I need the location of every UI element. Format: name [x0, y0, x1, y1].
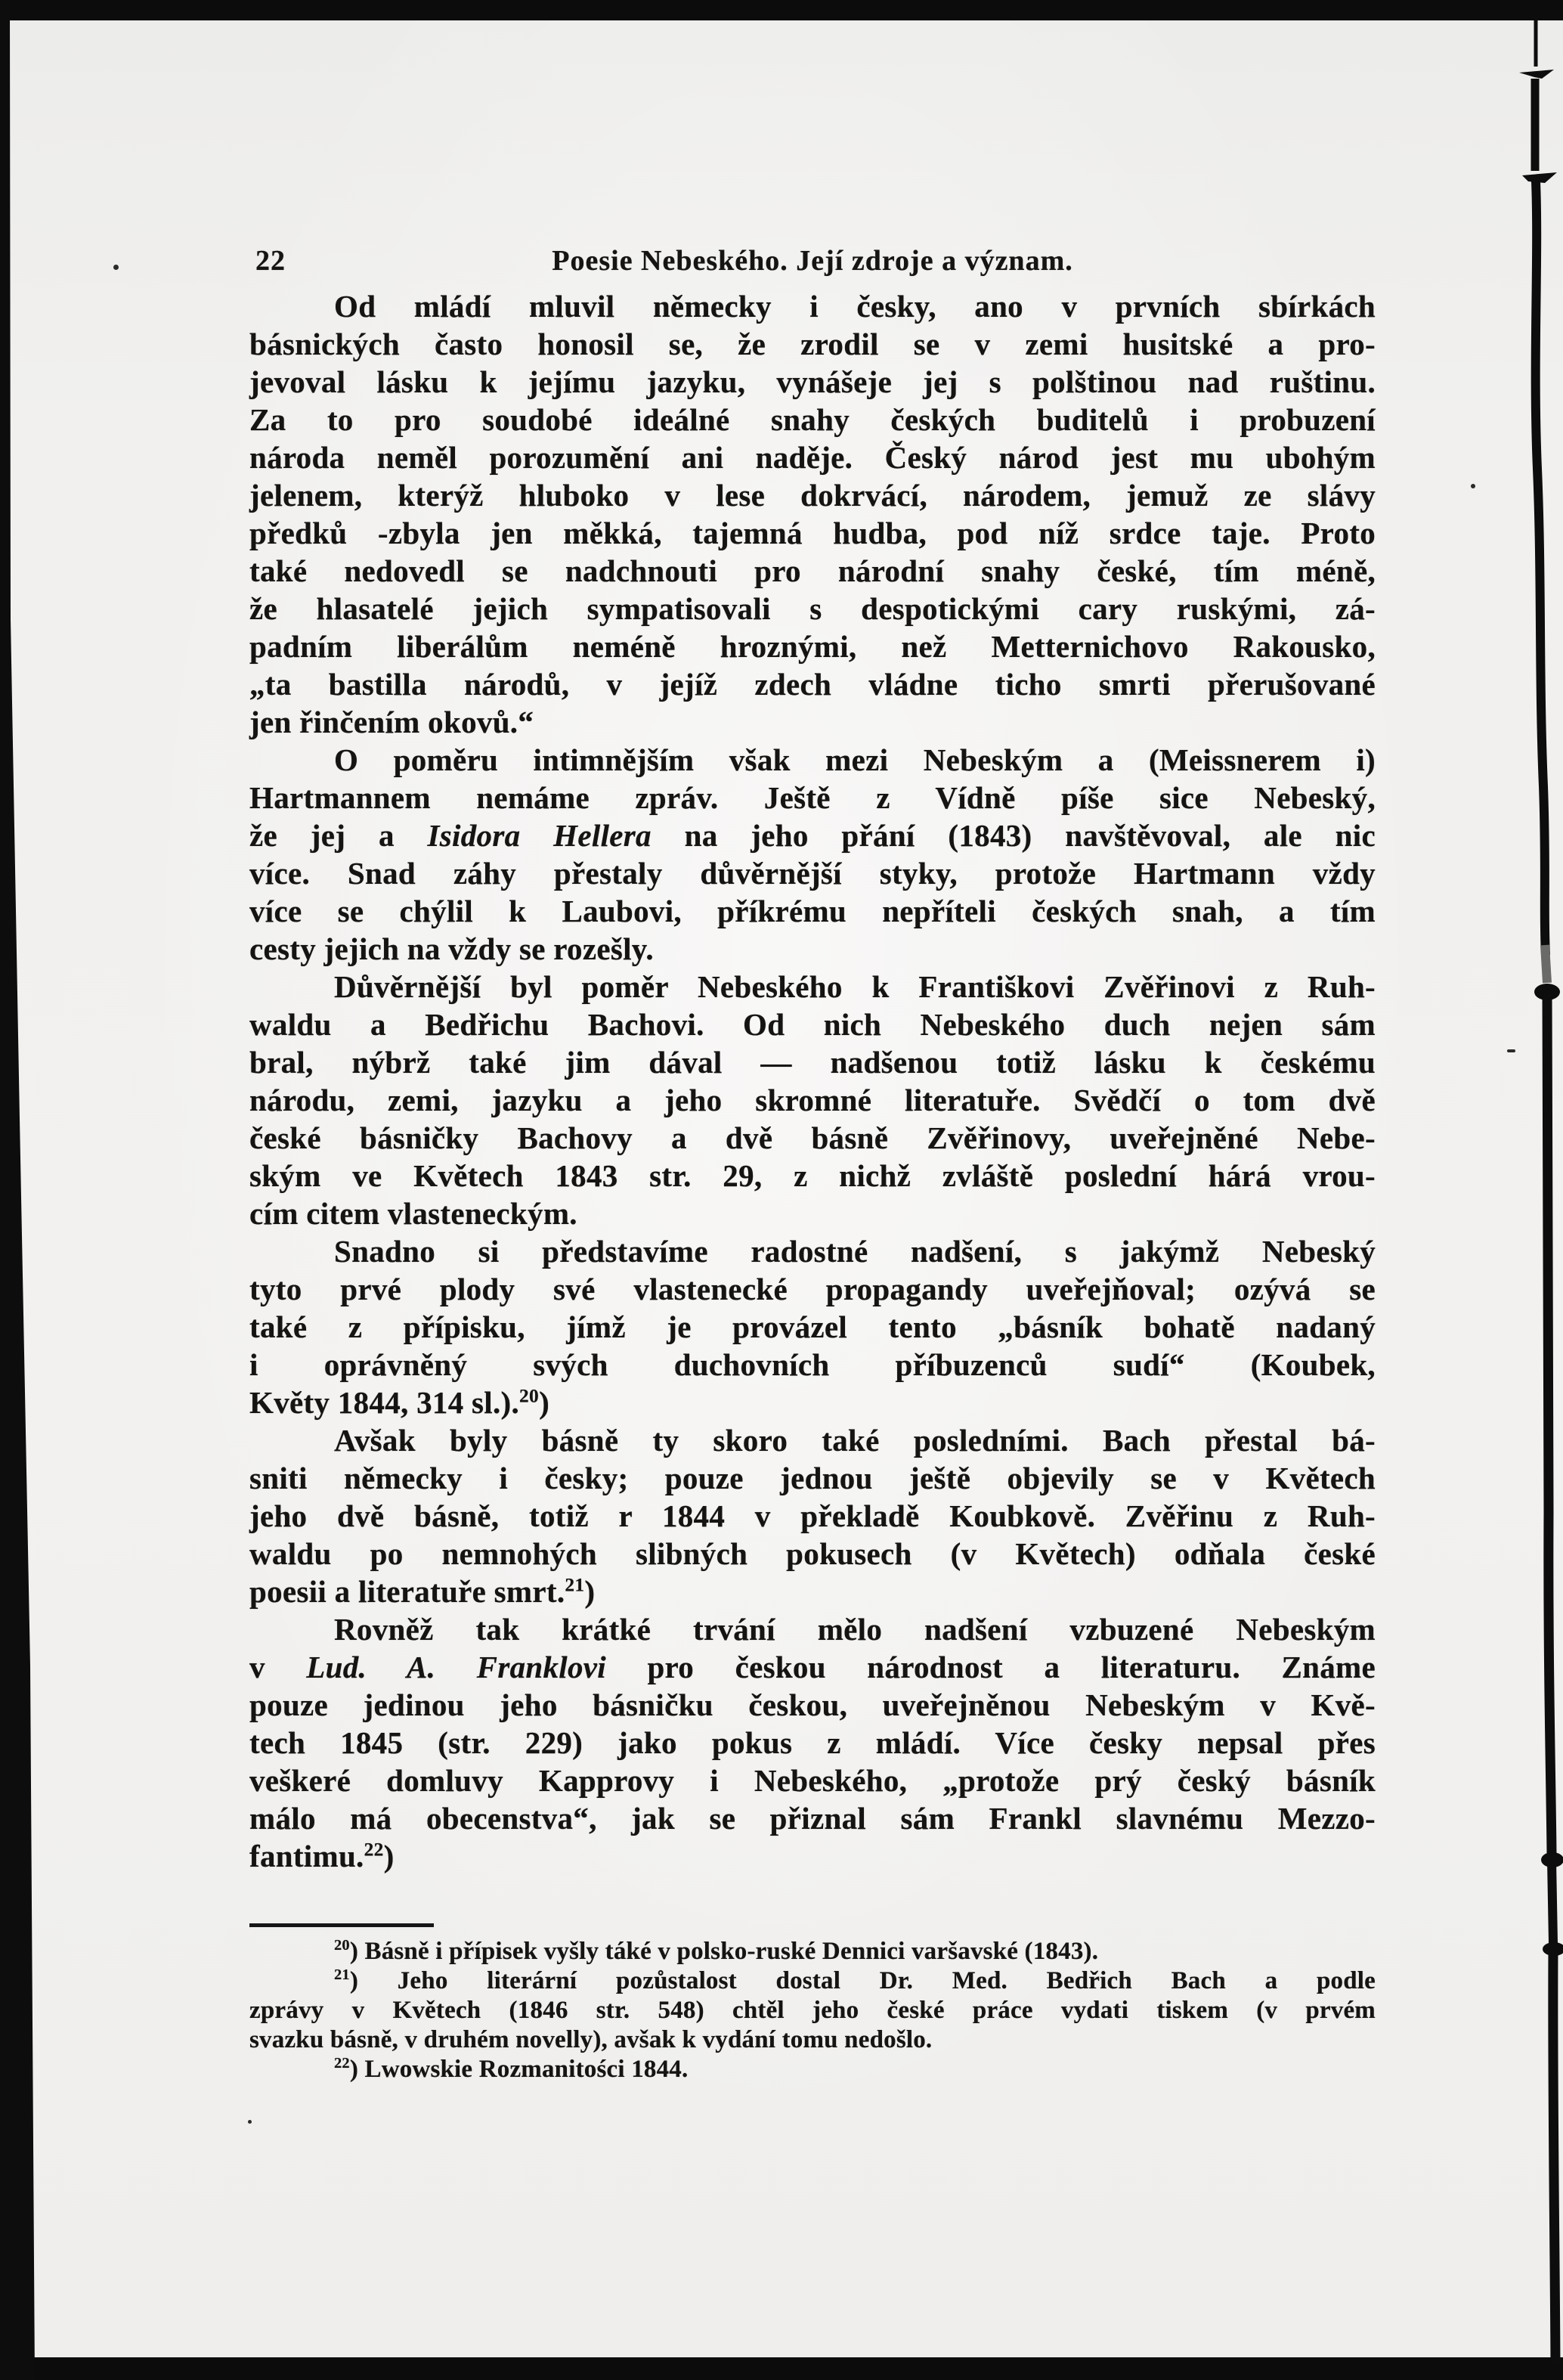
footnote-separator [249, 1923, 434, 1927]
text-line: $^{20}$) Básně i přípisek vyšly táké v polsko-ruské Dennici varšavské (1843). [334, 1937, 1099, 1965]
text-line: více se chýlil k Laubovi, příkrému nepříteli českých snah, a tím [249, 894, 1376, 928]
text-line: české básničky Bachovy a dvě básně Zvěřinovy, uveřejněné Nebe- [249, 1120, 1376, 1155]
text-line: cesty jejich na vždy se rozešly. [249, 931, 654, 966]
ink-speck [1507, 1049, 1515, 1052]
text-line: tech 1845 (str. 229) jako pokus z mládí. Více česky nepsal přes [249, 1725, 1376, 1760]
text-line: předků -zbyla jen měkká, tajemná hudba, pod níž srdce taje. Proto [249, 516, 1376, 550]
text-line: básnických často honosil se, že zrodil se v zemi husitské a pro- [249, 327, 1376, 361]
text-line: O poměru intimnějším však mezi Nebeským a (Meissnerem i) [334, 742, 1376, 777]
text-line: ským ve Květech 1843 str. 29, z nichž zvláště poslední hárá vrou- [249, 1158, 1376, 1193]
text-line: v Lud. A. Franklovi pro českou národnost a literaturu. Známe [249, 1650, 1376, 1684]
text-line: že jej a Isidora Hellera na jeho přání (1843) navštěvoval, ale nic [249, 818, 1376, 853]
running-title: Poesie Nebeského. Její zdroje a význam. [552, 245, 1073, 277]
text-line: národu, zemi, jazyku a jeho skromné literatuře. Svědčí o tom dvě [249, 1083, 1376, 1117]
text-line: veškeré domluvy Kapprovy i Nebeského, „protože prý český básník [249, 1763, 1376, 1798]
text-line: Snadno si představíme radostné nadšení, s jakýmž Nebeský [334, 1234, 1376, 1269]
text-line: pouze jedinou jeho básničku českou, uveřejněnou Nebeským v Kvě- [249, 1687, 1376, 1722]
text-line: svazku básně, v druhém novelly), avšak k vydání tomu nedošlo. [249, 2026, 933, 2053]
text-line: „ta bastilla národů, v jejíž zdech vládne ticho smrti přerušované [249, 667, 1376, 702]
scan-border-top [0, 0, 1563, 20]
text-line: jeho dvě básně, totiž r 1844 v překladě Koubkově. Zvěřinu z Ruh- [249, 1498, 1376, 1533]
ink-speck [1471, 484, 1475, 488]
ink-speck [113, 265, 119, 270]
text-line: waldu po nemnohých slibných pokusech (v Květech) odňala české [249, 1536, 1376, 1571]
text-line: padním liberálům neméně hroznými, než Metternichovo Rakousko, [249, 629, 1376, 664]
text-line: Rovněž tak krátké trvání mělo nadšení vzbuzené Nebeským [334, 1612, 1376, 1647]
text-line: také nedovedl se nadchnouti pro národní snahy české, tím méně, [249, 553, 1376, 588]
text-line: bral, nýbrž také jim dával — nadšenou totiž lásku k českému [249, 1045, 1376, 1080]
text-line: zprávy v Květech (1846 str. 548) chtěl jeho české práce vydati tiskem (v prvém [249, 1997, 1376, 2024]
footnotes [249, 1937, 1376, 2084]
text-line: Avšak byly básně ty skoro také posledními. Bach přestal bá- [334, 1423, 1376, 1458]
text-line: Květy 1844, 314 sl.).$^{20}$) [249, 1385, 550, 1420]
text-line: cím citem vlasteneckým. [249, 1196, 577, 1231]
text-line: Za to pro soudobé ideálné snahy českých buditelů i probuzení [249, 402, 1376, 437]
text-line: jevoval lásku k jejímu jazyku, vynášeje jej s polštinou nad ruštinu. [249, 364, 1376, 399]
text-line: waldu a Bedřichu Bachovi. Od nich Nebeského duch nejen sám [249, 1007, 1376, 1042]
text-line: i oprávněný svých duchovních příbuzenců sudí“ (Koubek, [249, 1347, 1376, 1382]
text-line: také z přípisku, jímž je provázel tento „básník bohatě nadaný [249, 1309, 1376, 1344]
body-text [249, 287, 1376, 1875]
text-line: jen řinčením okovů.“ [249, 705, 534, 739]
text-line: tyto prvé plody své vlastenecké propagandy uveřejňoval; ozývá se [249, 1272, 1376, 1306]
text-line: málo má obecenstva“, jak se přiznal sám Frankl slavnému Mezzo- [249, 1801, 1376, 1836]
scan-border-bottom [0, 2357, 1563, 2380]
text-line: $^{22}$) Lwowskie Rozmanitości 1844. [334, 2055, 689, 2083]
ink-speck [248, 2120, 252, 2124]
text-line: $^{21}$) Jeho literární pozůstalost dostal Dr. Med. Bedřich Bach a podle [334, 1966, 1376, 1994]
text-line: Od mládí mluvil německy i česky, ano v prvních sbírkách [334, 289, 1376, 324]
text-line: jelenem, kterýž hluboko v lese dokrvácí, národem, jemuž ze slávy [249, 478, 1376, 513]
page-number: 22 [255, 245, 286, 277]
text-line: národa neměl porozumění ani naděje. Český národ jest mu ubohým [249, 440, 1376, 475]
running-header [249, 244, 1376, 277]
text-line: Důvěrnější byl poměr Nebeského k Františkovi Zvěřinovi z Ruh- [334, 969, 1376, 1004]
text-line: že hlasatelé jejich sympatisovali s despotickými cary ruskými, zá- [249, 591, 1376, 626]
text-line: poesii a literatuře smrt.$^{21}$) [249, 1574, 596, 1609]
text-line: sniti německy i česky; pouze jednou ještě objevily se v Květech [249, 1461, 1376, 1495]
text-line: fantimu.$^{22}$) [249, 1839, 395, 1873]
scan-border-left [0, 0, 39, 2380]
text-line: Hartmannem nemáme zpráv. Ještě z Vídně píše sice Nebeský, [249, 780, 1376, 815]
text-line: více. Snad záhy přestaly důvěrnější styky, protože Hartmann vždy [249, 856, 1376, 891]
